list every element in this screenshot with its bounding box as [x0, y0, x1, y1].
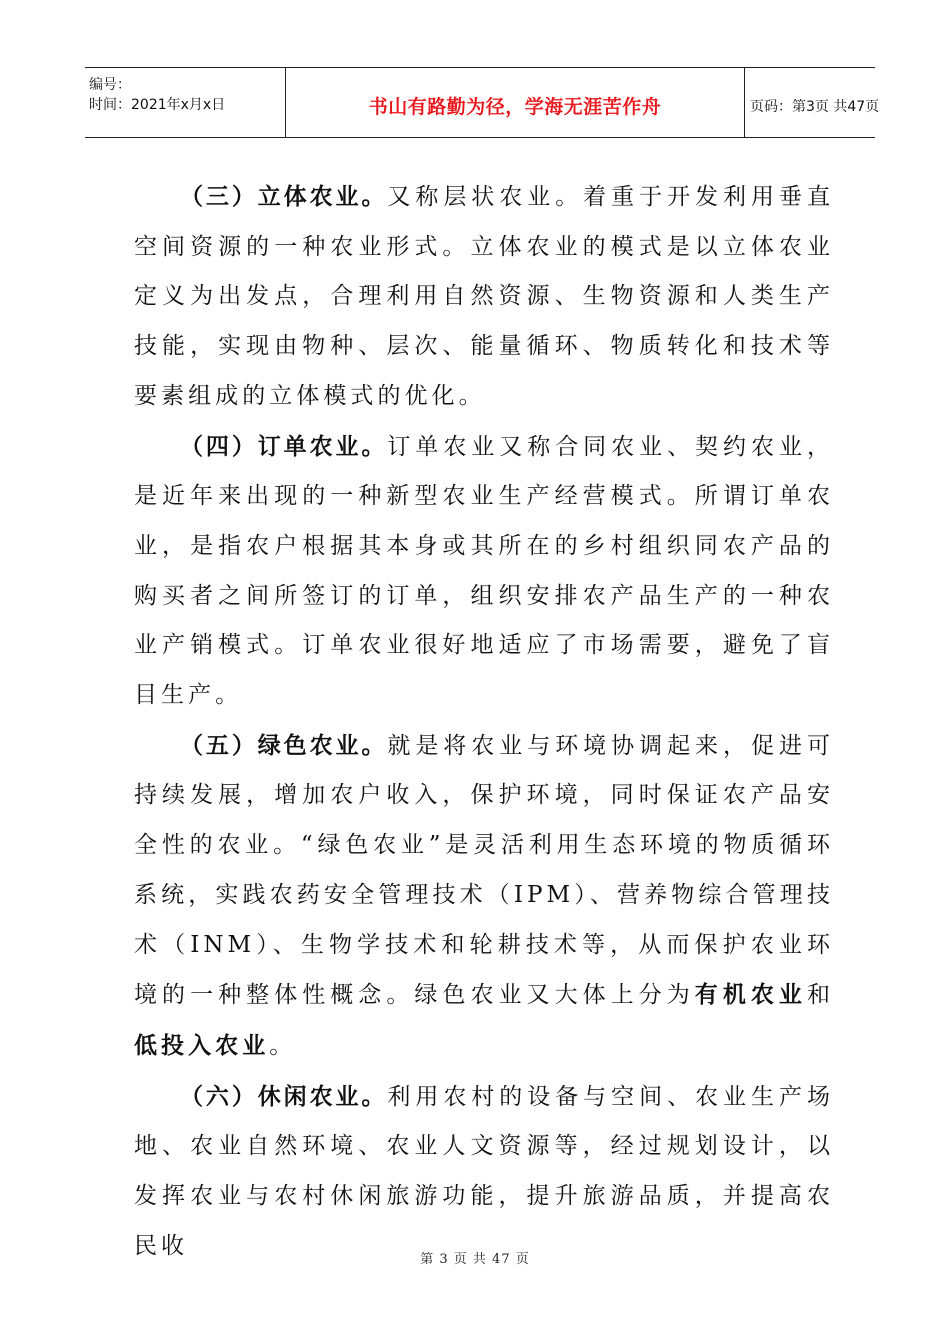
section-heading: （六）休闲农业。: [180, 1082, 388, 1110]
section-heading: （五）绿色农业。: [180, 731, 388, 759]
conjunction-text: 和: [806, 982, 834, 1009]
header-meta-cell: [85, 68, 285, 137]
page-footer: 第 3 页 共 47 页: [420, 1252, 530, 1267]
section-heading: （四）订单农业。: [180, 432, 388, 460]
paragraph-green-agriculture: [134, 721, 834, 1072]
keyword-organic-agriculture: 有机农业: [694, 981, 807, 1009]
paragraph-order-agriculture: [134, 422, 834, 721]
paragraph-end-mark: 。: [269, 1032, 297, 1059]
keyword-low-input-agriculture: 低投入农业: [134, 1031, 270, 1059]
page-code-label: 页码：第3页 共47页: [750, 99, 880, 115]
page-header: [85, 67, 880, 138]
paragraph-text: 又称层状农业。着重于开发利用垂直空间资源的一种农业形式。立体农业的模式是以立体农业定义为出发点，合理利用自然资源、生物资源和人类生产技能，实现由物种、层次、能量循环、物质转化和技术等要素组成的立体模式的优化。: [134, 184, 834, 409]
document-body: [134, 172, 834, 1271]
paragraph-text: 订单农业又称合同农业、契约农业，是近年来出现的一种新型农业生产经营模式。所谓订单农业，是指农户根据其本身或其所在的乡村组织同农产品的购买者之间所签订的订单，组织安排农产品生产的一种农业产销模式。订单农业很好地适应了市场需要，避免了盲目生产。: [134, 433, 834, 709]
header-motto-cell: [285, 68, 745, 137]
document-time-label: 时间：2021年x月x日: [89, 97, 226, 113]
section-heading: （三）立体农业。: [180, 183, 388, 210]
motto-text: 书山有路勤为径，学海无涯苦作舟: [368, 96, 662, 118]
document-number-label: 编号：: [89, 77, 131, 93]
header-page-cell: [744, 68, 880, 137]
paragraph-text: 就是将农业与环境协调起来，促进可持续发展，增加农户收入，保护环境，同时保证农产品安全性的农业。“绿色农业”是灵活利用生态环境的物质循环系统，实践农药安全管理技术（IPM）、营养物综合管理技术（INM）、生物学技术和轮耕技术等，从而保护农业环境的一种整体性概念。绿色农业又大体上分为: [134, 732, 834, 1009]
paragraph-three-dimensional-agriculture: [134, 172, 834, 422]
paragraph-leisure-agriculture: [134, 1072, 834, 1272]
paragraph-text: 利用农村的设备与空间、农业生产场地、农业自然环境、农业人文资源等，经过规划设计，以发挥农业与农村休闲旅游功能，提升旅游品质，并提高农民收: [134, 1083, 834, 1259]
